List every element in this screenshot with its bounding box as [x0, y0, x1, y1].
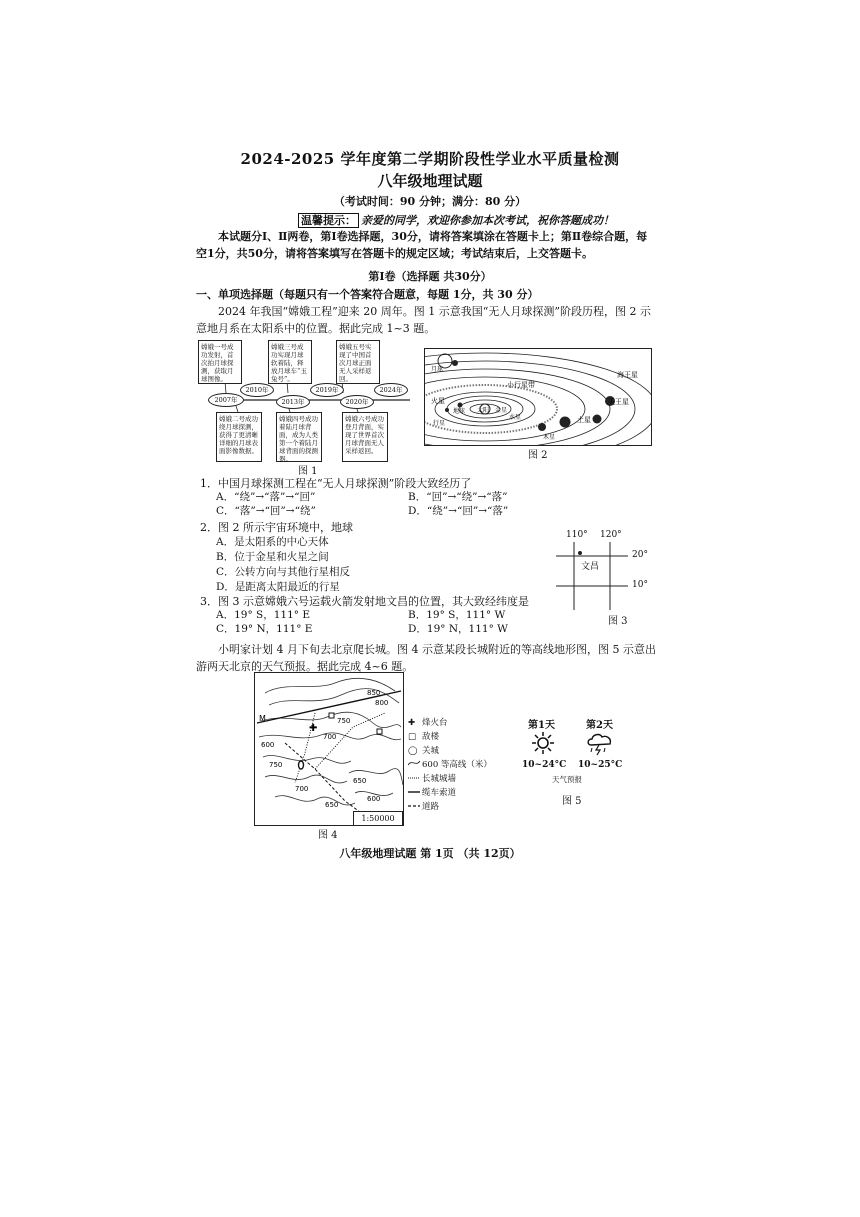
page-footer: 八年级地理试题 第 1页 （共 12页） [339, 847, 521, 860]
question-3-option-d: D．19° N，111° W [408, 623, 508, 635]
point-m: M [259, 714, 266, 723]
exam-intro: 本试题分Ⅰ、Ⅱ两卷，第Ⅰ卷选择题，30分，请将答案填涂在答题卡上；第Ⅱ卷综合题，每空1分，共50分，请将答案填写在答题卡的规定区域；考试结束后，上交答题卡。 [196, 230, 648, 260]
part-title: 一、单项选择题（每题只有一个答案符合题意，每题 1分，共 30 分） [196, 288, 539, 301]
forecast-note: 天气预报 [552, 775, 582, 784]
year-2019: 2019年 [310, 383, 344, 397]
label-moon: 月球 [431, 366, 444, 373]
event-box-chang-e-2: 嫦娥二号成功绕月球探测，获得了更清晰详细的月球表面影像数据。 [216, 412, 262, 462]
question-2-stem: 2．图 2 所示宇宙环境中，地球 [200, 521, 353, 534]
question-3-option-a: A．19° S，111° E [216, 609, 311, 621]
label-neptune: 海王星 [617, 371, 638, 379]
legend-cable-car: 缆车索道 [408, 786, 518, 800]
legend-beacon-tower: ✚ 烽火台 [408, 718, 448, 728]
passage-2: 小明家计划 4 月下旬去北京爬长城。图 4 示意某段长城附近的等高线地形图，图 5 示意出游两天北京的天气预报。据此完成 4~6 题。 [196, 643, 656, 673]
legend-great-wall: 长城城墙 [408, 772, 518, 786]
legend-road: 道路 [408, 800, 518, 814]
passage-1: 2024 年我国“嫦娥工程”迎来 20 周年。图 1 示意我国“无人月球探测”阶段历程，图 2 示意地月系在太阳系中的位置。据此完成 1~3 题。 [196, 305, 651, 335]
legend-contour: 600 等高线（米） [408, 758, 518, 772]
exam-title: 2024-2025 学年度第二学期阶段性学业水平质量检测 [240, 150, 620, 168]
solar-system-diagram [425, 349, 651, 445]
contour-label: 750 [269, 761, 283, 769]
label-saturn: 土星 [577, 416, 591, 424]
figure-5 [522, 716, 622, 806]
question-2-option-a: A．是太阳系的中心天体 [216, 536, 329, 548]
pass-fort-icon [299, 761, 304, 769]
tips [298, 212, 614, 228]
legend-pass-fort: ◯ 关城 [408, 746, 440, 756]
figure-4 [254, 672, 404, 826]
label-uranus: 天王星 [608, 398, 629, 406]
question-3-option-b: B．19° S，111° W [408, 609, 506, 621]
event-box-chang-e-4: 嫦娥四号成功着陆月球背面，成为人类第一个着陆月球背面的探测器。 [276, 412, 322, 462]
label-earth: 地球 [453, 408, 466, 415]
cable-line-icon [408, 789, 420, 795]
tips-text: 亲爱的同学，欢迎你参加本次考试，祝你答题成功！ [361, 214, 614, 227]
figure-3-caption: 图 3 [608, 616, 628, 627]
year-2020: 2020年 [340, 395, 374, 409]
figure-4-caption: 图 4 [318, 830, 338, 841]
sunny-icon [532, 732, 554, 754]
contour-label: 650 [353, 777, 367, 785]
beacon-tower-icon: ✚ [309, 723, 318, 734]
day2-temp: 10~25°C [578, 760, 623, 770]
place-wenchang: 文昌 [581, 562, 600, 572]
contour-label: 600 [261, 741, 275, 749]
wall-line-icon [408, 775, 420, 781]
event-box-chang-e-5: 嫦娥五号实现了中国首次月球正面无人采样返回。 [336, 340, 380, 384]
question-2-option-d: D．是距离太阳最近的行星 [216, 581, 340, 593]
map-scale: 1:50000 [353, 811, 403, 826]
contour-line-icon [408, 759, 420, 767]
contour-label: 600 [367, 795, 381, 803]
contour-label: 850 [367, 689, 381, 697]
contour-map [255, 673, 403, 825]
lon-label-120: 120° [600, 530, 622, 540]
question-1-option-d: D．“绕”→“回”→“落” [408, 505, 509, 517]
question-3-option-c: C．19° N，111° E [216, 623, 313, 635]
question-1-option-c: C．“落”→“回”→“绕” [216, 505, 316, 517]
thunderstorm-icon [586, 732, 614, 756]
watchtower-icon [329, 713, 334, 718]
lon-label-110: 110° [566, 530, 588, 540]
watchtower-icon [377, 729, 382, 734]
event-box-chang-e-6: 嫦娥六号成功登月背面，实现了世界首次月球背面无人采样返回。 [342, 412, 388, 462]
tips-label: 温馨提示： [298, 213, 359, 228]
contour-label: 700 [323, 733, 337, 741]
contour-label: 700 [295, 785, 309, 793]
exam-info: （考试时间：90 分钟；满分：80 分） [333, 195, 527, 208]
beacon-tower-icon: ✚ [408, 718, 416, 728]
figure-2 [424, 348, 652, 446]
day1-label: 第1天 [528, 720, 555, 731]
year-2010: 2010年 [240, 383, 274, 397]
lat-label-20: 20° [632, 550, 648, 560]
day1-temp: 10~24°C [522, 760, 567, 770]
figure-5-caption: 图 5 [562, 796, 582, 807]
year-2024: 2024年 [374, 383, 408, 397]
lat-label-10: 10° [632, 580, 648, 590]
label-mars: 火星 [431, 397, 445, 405]
question-3-stem: 3．图 3 示意嫦娥六号运载火箭发射地文昌的位置，其大致经纬度是 [200, 595, 529, 608]
day2-label: 第2天 [586, 720, 613, 731]
figure-1 [196, 340, 418, 462]
contour-label: 650 [325, 801, 339, 809]
figure-4-legend [408, 716, 518, 814]
question-1-stem: 1．中国月球探测工程在“无人月球探测”阶段大致经历了 [200, 477, 472, 490]
question-2-option-b: B．位于金星和火星之间 [216, 551, 329, 563]
question-2-option-c: C．公转方向与其他行星相反 [216, 566, 351, 578]
legend-watchtower: □ 敌楼 [408, 732, 440, 742]
year-2007: 2007年 [208, 393, 244, 407]
question-1-option-b: B．“回”→“绕”→“落” [408, 491, 508, 503]
event-box-chang-e-1: 嫦娥一号成功发射，首次拍月球探测，获取月球图像。 [198, 340, 242, 384]
pass-fort-icon: ◯ [408, 746, 418, 756]
figure-2-caption: 图 2 [528, 450, 548, 461]
figure-1-caption: 图 1 [298, 466, 318, 477]
contour-label: 800 [375, 699, 389, 707]
event-box-chang-e-3: 嫦娥三号成功实现月球软着陆，释放月球车“玉兔号”。 [268, 340, 312, 384]
label-mercury: 水星 [509, 414, 522, 421]
contour-label: 750 [337, 717, 351, 725]
label-sun: 太阳 [477, 407, 490, 414]
label-asteroid-belt: 小行星带 [507, 381, 535, 389]
year-2013: 2013年 [276, 395, 310, 409]
label-venus: 金星 [495, 407, 508, 414]
lat-long-grid [548, 528, 658, 628]
exam-subtitle: 八年级地理试题 [377, 172, 483, 190]
figure-3 [548, 528, 658, 628]
label-jupiter: 木星 [543, 434, 556, 441]
section-title: 第Ⅰ卷（选择题 共30分） [368, 270, 492, 283]
watchtower-icon: □ [408, 732, 417, 742]
label-planet: 行星 [433, 420, 446, 427]
road-line-icon [408, 803, 420, 809]
question-1-option-a: A．“绕”→“落”→“回” [216, 491, 316, 503]
